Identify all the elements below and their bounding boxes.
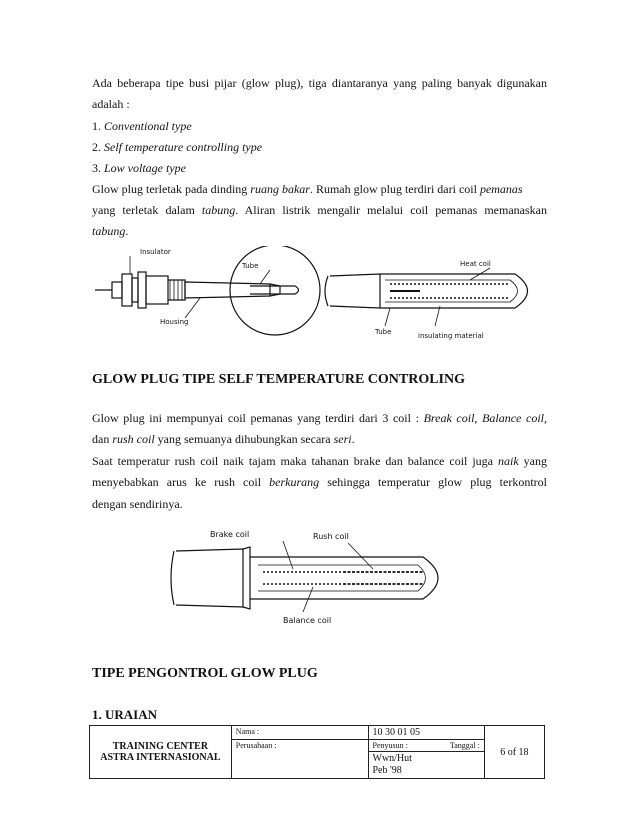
intro-line-1: Ada beberapa tipe busi pijar (glow plug), tiga diantaranya yang paling banyak digunakan <box>92 76 547 90</box>
location-line-1: Glow plug terletak pada dinding ruang bakar. Rumah glow plug terdiri dari coil pemanas <box>92 182 523 196</box>
type-item-2: 2. Self temperature controlling type <box>92 140 263 154</box>
insulating-label: insulating material <box>418 332 484 340</box>
insulator-label: Insulator <box>140 248 171 256</box>
intro-line-2: adalah : <box>92 97 130 111</box>
penyusun-row: Penyusun : Tanggal : <box>368 740 484 752</box>
page-number: 6 of 18 <box>484 726 544 779</box>
tube-label: Tube <box>242 262 259 270</box>
tube-section-drawing <box>325 268 528 326</box>
tube-label-2: Tube <box>375 328 392 336</box>
section1-line-5: dengan sendirinya. <box>92 497 183 511</box>
nama-label: Nama : <box>231 726 368 740</box>
location-line-3: tabung. <box>92 224 129 238</box>
section1-line-3: Saat temperatur rush coil naik tajam maka tahanan brake dan balance coil juga naik yang <box>92 454 547 468</box>
perusahaan-label: Perusahaan : <box>231 740 368 779</box>
type-item-1: 1. Conventional type <box>92 119 192 133</box>
housing-label: Housing <box>160 318 189 326</box>
rush-coil-label: Rush coil <box>313 532 349 541</box>
subsection-uraian: 1. URAIAN <box>92 707 157 722</box>
section1-line-1: Glow plug ini mempunyai coil pemanas yang terdiri dari 3 coil : Break coil, Balance coil, <box>92 411 548 425</box>
balance-coil-label: Balance coil <box>283 616 332 625</box>
type-item-3: 3. Low voltage type <box>92 161 186 175</box>
section1-line-2: dan rush coil yang semuanya dihubungkan secara seri. <box>92 432 355 446</box>
brake-coil-label: Brake coil <box>210 530 250 539</box>
section1-line-4: menyebabkan arus ke rush coil berkurang sehingga temperatur glow plug terkontrol <box>92 475 547 489</box>
location-line-2: yang terletak dalam tabung. Aliran listrik mengalir melalui coil pemanas memanaskan <box>92 203 547 217</box>
conventional-plug-drawing <box>95 246 320 335</box>
section-title-self-temp: GLOW PLUG TIPE SELF TEMPERATURE CONTROLING <box>92 372 466 387</box>
section-title-controller: TIPE PENGONTROL GLOW PLUG <box>92 666 318 681</box>
heat-coil-label: Heat coil <box>460 260 491 268</box>
coil-tube-drawing <box>171 541 438 612</box>
organization-cell: TRAINING CENTER ASTRA INTERNASIONAL <box>90 726 232 779</box>
glow-plug-figure <box>90 246 550 346</box>
document-code: 10 30 01 05 <box>368 726 484 740</box>
self-temp-plug-figure <box>168 527 468 627</box>
author-date-cell: Wwn/Hut Peb '98 <box>368 752 484 779</box>
footer-table <box>89 725 545 779</box>
